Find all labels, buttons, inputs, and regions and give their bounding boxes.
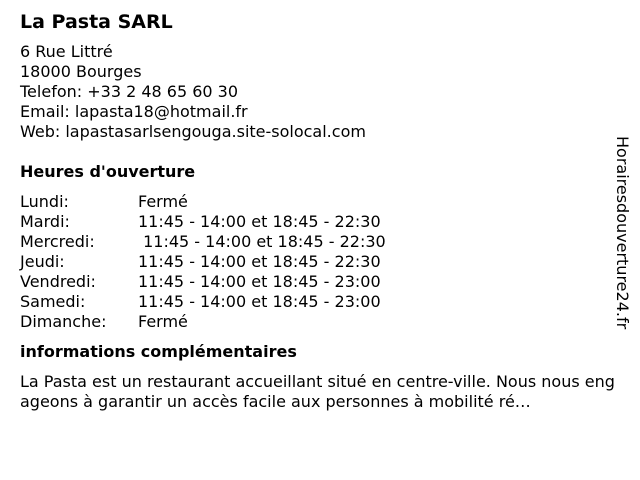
hours-time: 11:45 - 14:00 et 18:45 - 22:30: [138, 232, 386, 251]
hours-day: Mardi:: [20, 212, 70, 231]
hours-time: Fermé: [138, 312, 188, 331]
site-watermark: Horairesdouverture24.fr: [613, 136, 632, 330]
hours-day: Mercredi:: [20, 232, 95, 251]
hours-row: [20, 212, 620, 232]
hours-table: [20, 192, 620, 332]
business-name: La Pasta SARL: [20, 11, 173, 33]
hours-time: 11:45 - 14:00 et 18:45 - 23:00: [138, 292, 381, 311]
address-city: 18000 Bourges: [20, 62, 142, 81]
hours-day: Dimanche:: [20, 312, 107, 331]
hours-day: Jeudi:: [20, 252, 65, 271]
web-line: Web: lapastasarlsengouga.site-solocal.com: [20, 122, 366, 141]
hours-row: [20, 272, 620, 292]
hours-row: [20, 232, 620, 252]
hours-time: 11:45 - 14:00 et 18:45 - 22:30: [138, 252, 381, 271]
phone-line: Telefon: +33 2 48 65 60 30: [20, 82, 239, 101]
hours-heading: Heures d'ouverture: [20, 162, 196, 181]
hours-time: 11:45 - 14:00 et 18:45 - 22:30: [138, 212, 381, 231]
hours-day: Lundi:: [20, 192, 69, 211]
hours-row: [20, 252, 620, 272]
hours-row: [20, 292, 620, 312]
hours-row: [20, 192, 620, 212]
business-card: [20, 10, 620, 412]
contact-block: [20, 42, 620, 142]
email-line: Email: lapasta18@hotmail.fr: [20, 102, 248, 121]
info-description: La Pasta est un restaurant accueillant situé en centre-ville. Nous nous engageons à garantir un accès facile aux personnes à mobilité ré…: [20, 372, 615, 411]
hours-row: [20, 312, 620, 332]
info-heading: informations complémentaires: [20, 342, 297, 361]
hours-time: Fermé: [138, 192, 188, 211]
address-street: 6 Rue Littré: [20, 42, 113, 61]
hours-day: Vendredi:: [20, 272, 96, 291]
hours-time: 11:45 - 14:00 et 18:45 - 23:00: [138, 272, 381, 291]
hours-day: Samedi:: [20, 292, 86, 311]
